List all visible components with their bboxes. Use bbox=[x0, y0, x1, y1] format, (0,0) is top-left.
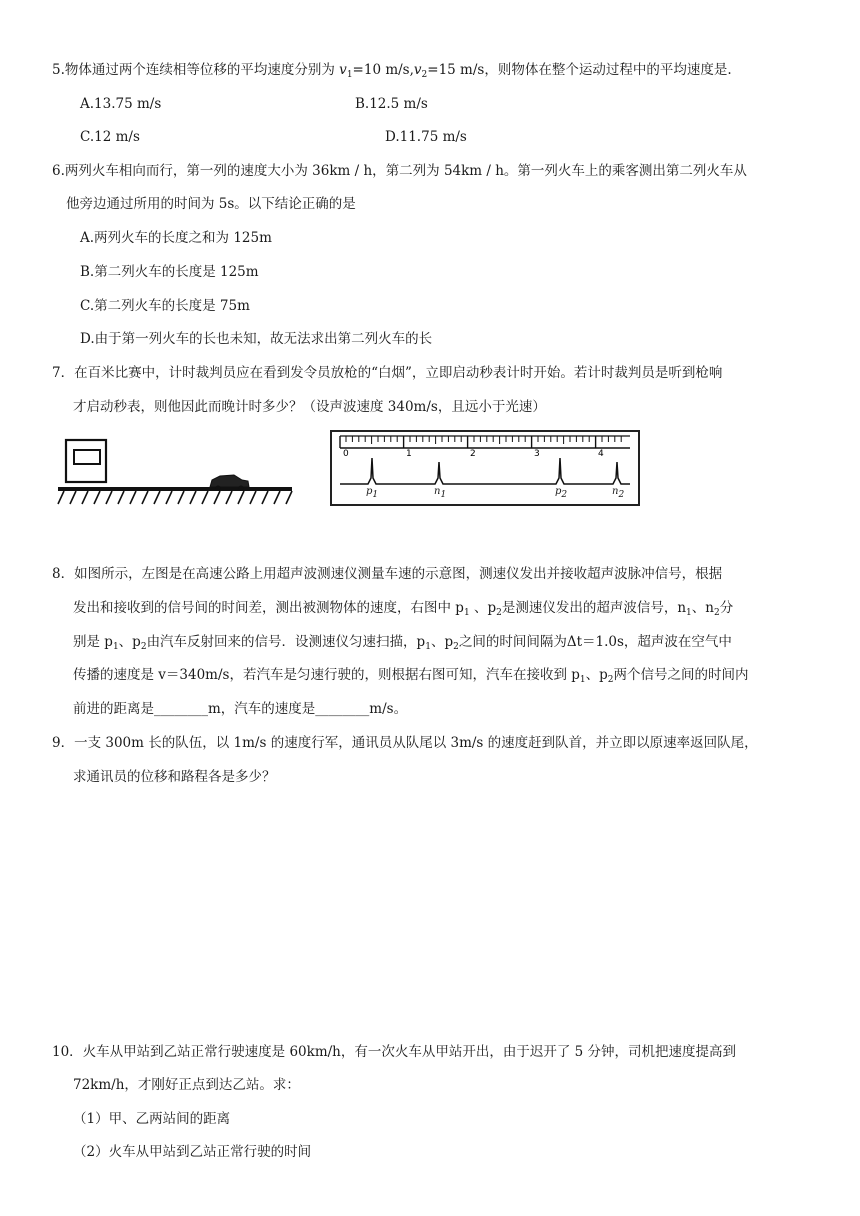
tick-label-1: 1 bbox=[406, 449, 412, 459]
v2-symbol: v bbox=[413, 62, 422, 78]
q6-option-c: C.第二列火车的长度是 75m bbox=[80, 298, 250, 314]
ground-hatch bbox=[58, 491, 292, 504]
v2-value: =15 m/s，则物体在整个运动过程中的平均速度是. bbox=[427, 62, 732, 78]
road-diagram-svg bbox=[56, 434, 296, 514]
tick-label-4: 4 bbox=[598, 449, 604, 459]
q5-option-d: D.11.75 m/s bbox=[385, 129, 467, 145]
q8-line-5: 前进的距离是________m，汽车的速度是________m/s。 bbox=[73, 701, 408, 717]
signal-trace bbox=[340, 458, 630, 484]
speed-measurement-diagram bbox=[56, 434, 296, 514]
q5-text: 5.物体通过两个连续相等位移的平均速度分别为 bbox=[52, 62, 340, 78]
q5-option-b: B.12.5 m/s bbox=[355, 96, 428, 112]
q10-line-2: 72km/h，才刚好正点到达乙站。求： bbox=[73, 1077, 300, 1093]
tick-label-0: 0 bbox=[343, 449, 349, 459]
scale-minor-ticks bbox=[346, 436, 621, 444]
q5-option-c: C.12 m/s bbox=[80, 129, 140, 145]
q6-line-2: 他旁边通过所用的时间为 5s。以下结论正确的是 bbox=[66, 196, 356, 212]
v2-subscript: 2 bbox=[421, 70, 428, 80]
speed-gun-screen bbox=[74, 450, 100, 464]
q9-line-2: 求通讯员的位移和路程各是多少？ bbox=[73, 769, 276, 785]
signal-scale-diagram bbox=[330, 430, 640, 506]
q7-line-1: 7．在百米比赛中，计时裁判员应在看到发令员放枪的“白烟”，立即启动秒表计时开始。若计时裁判员是听到枪响 bbox=[52, 365, 723, 381]
q8-line-2: 发出和接收到的信号间的时间差，测出被测物体的速度，右图中 $p_1$ 、$p_2$是测速仪发出的超声波信号，$n_1$、$n_2$分 bbox=[73, 600, 734, 618]
q6-line-1: 6.两列火车相向而行，第一列的速度大小为 36km / h，第二列为 54km / h。第一列火车上的乘客测出第二列火车从 bbox=[52, 163, 747, 179]
car-icon bbox=[210, 475, 249, 487]
q6-option-d: D.由于第一列火车的长也未知，故无法求出第二列火车的长 bbox=[80, 331, 433, 347]
q8-line-4: 传播的速度是 v＝340m/s，若汽车是匀速行驶的，则根据右图可知，汽车在接收到 $p_1$、$p_2$两个信号之间的时间内 bbox=[73, 667, 749, 685]
v1-symbol: v bbox=[339, 62, 347, 78]
label-p1: $p_1$ bbox=[366, 486, 379, 500]
q5-option-a: A.13.75 m/s bbox=[80, 96, 162, 112]
q5-stem bbox=[52, 60, 732, 85]
tick-label-3: 3 bbox=[534, 449, 540, 459]
tick-label-2: 2 bbox=[470, 449, 476, 459]
q8-line-1: 8．如图所示，左图是在高速公路上用超声波测速仪测量车速的示意图，测速仪发出并接收超声波脉冲信号，根据 bbox=[52, 566, 723, 582]
label-n1: $n_1$ bbox=[434, 486, 447, 500]
q9-line-1: 9．一支 300m 长的队伍，以 1m/s 的速度行军，通讯员从队尾以 3m/s 的速度赶到队首，并立即以原速率返回队尾， bbox=[52, 735, 758, 751]
v1-value: =10 m/s, bbox=[352, 62, 414, 78]
v1-subscript: 1 bbox=[346, 70, 353, 80]
label-n2: $n_2$ bbox=[612, 486, 625, 500]
q8-line-3: 别是 $p_1$、$p_2$由汽车反射回来的信号．设测速仪匀速扫描，$p_1$、$p_2$之间的时间间隔为Δt＝1.0s，超声波在空气中 bbox=[73, 634, 732, 652]
q7-line-2: 才启动秒表，则他因此而晚计时多少？（设声波速度 340m/s，且远小于光速） bbox=[73, 399, 546, 415]
q6-option-b: B.第二列火车的长度是 125m bbox=[80, 264, 259, 280]
label-p2: $p_2$ bbox=[555, 486, 568, 500]
q10-line-1: 10．火车从甲站到乙站正常行驶速度是 60km/h，有一次火车从甲站开出，由于迟开了 5 分钟，司机把速度提高到 bbox=[52, 1044, 737, 1060]
q10-sub-2: （2）火车从甲站到乙站正常行驶的时间 bbox=[73, 1144, 312, 1160]
q6-option-a: A.两列火车的长度之和为 125m bbox=[80, 230, 272, 246]
q10-sub-1: （1）甲、乙两站间的距离 bbox=[73, 1111, 231, 1127]
